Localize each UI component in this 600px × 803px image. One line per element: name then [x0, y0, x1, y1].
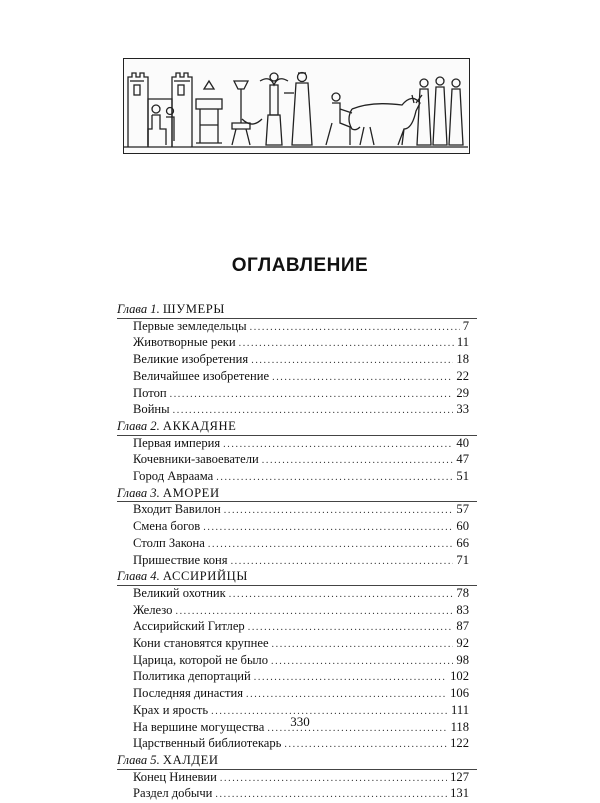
toc-entry-title: Конец Ниневии: [133, 769, 217, 784]
toc-entry-page: 102: [450, 669, 469, 684]
toc-entry-page: 87: [456, 619, 469, 634]
toc-entry-page: 71: [456, 552, 469, 567]
dot-leader: [248, 620, 454, 636]
toc-entry-page: 127: [450, 769, 469, 784]
dot-leader: [231, 554, 454, 570]
toc-entry-page: 122: [450, 736, 469, 751]
toc-entry[interactable]: [133, 553, 469, 570]
dot-leader: [284, 737, 447, 753]
dot-leader: [173, 403, 454, 419]
toc-entry[interactable]: [133, 603, 469, 620]
toc-entry-title: Столп Закона: [133, 535, 205, 550]
dot-leader: [272, 370, 453, 386]
toc-entry-title: Великий охотник: [133, 585, 226, 600]
toc-entry-title: Царица, которой не было: [133, 652, 269, 667]
chapter-label: Глава: [117, 302, 148, 316]
toc-entry-page: 98: [456, 652, 469, 667]
toc-entry-title: Пришествие коня: [133, 552, 228, 567]
toc-entry[interactable]: [133, 686, 469, 703]
dot-leader: [229, 587, 454, 603]
toc-entry[interactable]: [133, 519, 469, 536]
toc-entry-title: Великие изобретения: [133, 352, 249, 367]
toc-entry-page: 60: [456, 519, 469, 534]
toc-entry-page: 66: [456, 535, 469, 550]
chapter-label: Глава: [117, 752, 148, 767]
dot-leader: [215, 787, 447, 803]
toc-entry-title: Войны: [133, 402, 170, 417]
chapter-heading: [117, 419, 477, 436]
chapter-number: 1.: [150, 302, 160, 316]
toc-entry-title: Входит Вавилон: [133, 502, 221, 517]
toc-entry[interactable]: [133, 352, 469, 369]
chapter-number: 3.: [150, 485, 160, 500]
chapter-name: ШУМЕРЫ: [162, 302, 225, 316]
toc-entry-title: На вершине могущества: [133, 719, 265, 734]
toc-entry-title: Смена богов: [133, 519, 201, 534]
page-number: 330: [290, 714, 310, 729]
dot-leader: [251, 353, 453, 369]
dot-leader: [272, 637, 454, 653]
toc-heading: ОГЛАВЛЕНИЕ: [231, 255, 369, 276]
chapter-number: 4.: [150, 569, 160, 584]
toc-entry-title: Город Авраама: [133, 469, 214, 484]
dot-leader: [170, 387, 454, 403]
toc-entry-page: 111: [451, 702, 469, 717]
chapter-name: АМОРЕИ: [162, 485, 220, 500]
chapter-name: АССИРИЙЦЫ: [162, 569, 248, 584]
toc-entry-title: Последняя династия: [133, 686, 243, 701]
dot-leader: [203, 520, 453, 536]
toc-entry[interactable]: [133, 386, 469, 403]
chapter-number: 2.: [150, 418, 160, 433]
toc-entry-title: Первая империя: [133, 435, 221, 450]
toc-entry[interactable]: [133, 436, 469, 453]
toc-entry-page: 40: [456, 435, 469, 450]
dot-leader: [246, 687, 447, 703]
dot-leader: [271, 654, 453, 670]
toc-entry[interactable]: [133, 619, 469, 636]
altar-icon: [196, 81, 222, 143]
toc-entry-page: 22: [456, 368, 469, 383]
seated-figures-icon: [148, 105, 174, 145]
toc-entry[interactable]: [133, 452, 469, 469]
chapter-label: Глава: [117, 569, 148, 584]
procession-figures-icon: [417, 77, 463, 145]
bull-icon: [349, 95, 422, 145]
kneeling-figure-icon: [326, 93, 352, 145]
toc-entry-title: Раздел добычи: [133, 786, 213, 801]
toc-entry-title: Потоп: [133, 385, 167, 400]
toc-entry-page: 51: [456, 469, 469, 484]
chapter-name: АККАДЯНЕ: [162, 418, 237, 433]
toc-entry[interactable]: [133, 736, 469, 753]
chapter-heading: [117, 486, 477, 503]
toc-entry[interactable]: [133, 319, 469, 336]
toc-entry[interactable]: [133, 786, 469, 803]
dot-leader: [220, 771, 447, 787]
dot-leader: [223, 437, 453, 453]
toc-entry-page: 92: [456, 636, 469, 651]
chapter-label: Глава: [117, 418, 148, 433]
chapter-label: Глава: [117, 485, 148, 500]
dot-leader: [239, 336, 454, 352]
toc-entry-page: 11: [456, 335, 469, 350]
toc-entry-page: 57: [456, 502, 469, 517]
toc-entry[interactable]: [133, 770, 469, 787]
toc-entry-page: 18: [456, 352, 469, 367]
toc-entry-title: Величайшее изобретение: [133, 368, 270, 383]
toc-entry[interactable]: [133, 335, 469, 352]
assyrian-relief-illustration: [123, 58, 470, 154]
dot-leader: [224, 503, 454, 519]
toc-entry[interactable]: [133, 369, 469, 386]
chapter-heading: [117, 302, 477, 319]
toc-entry-page: 47: [456, 452, 469, 467]
toc-entry-title: Ассирийский Гитлер: [133, 619, 245, 634]
toc-entry[interactable]: [133, 636, 469, 653]
chapter-number: 5.: [150, 752, 160, 767]
chapter-heading: [117, 569, 477, 586]
dot-leader: [262, 453, 454, 469]
toc-entry-page: 33: [456, 402, 469, 417]
dot-leader: [254, 670, 447, 686]
toc-entry[interactable]: [133, 402, 469, 419]
toc-entry-title: Царственный библиотекарь: [133, 736, 282, 751]
toc-entry-title: Кочевники-завоеватели: [133, 452, 259, 467]
toc-entry-page: 83: [456, 602, 469, 617]
toc-entry-title: Крах и ярость: [133, 702, 209, 717]
toc-entry[interactable]: [133, 669, 469, 686]
toc-entry[interactable]: [133, 653, 469, 670]
toc-entry-page: 29: [456, 385, 469, 400]
dot-leader: [175, 604, 453, 620]
dot-leader: [208, 537, 454, 553]
chapter-heading: [117, 753, 477, 770]
toc-entry-title: Первые земледельцы: [133, 318, 247, 333]
winged-deity-icon: [260, 73, 288, 145]
chapter-name: ХАЛДЕИ: [162, 752, 219, 767]
toc-entry[interactable]: [133, 502, 469, 519]
toc-entry[interactable]: [133, 536, 469, 553]
toc-entry-title: Политика депортаций: [133, 669, 251, 684]
toc-entry[interactable]: [133, 586, 469, 603]
toc-entry-title: Животворные реки: [133, 335, 236, 350]
toc-entry-page: 131: [450, 786, 469, 801]
toc-entry-page: 7: [462, 318, 469, 333]
toc-entry-title: Железо: [133, 602, 173, 617]
incense-stand-icon: [232, 81, 250, 145]
toc-entry-title: Кони становятся крупнее: [133, 636, 269, 651]
dot-leader: [216, 470, 453, 486]
toc-entry-page: 78: [456, 585, 469, 600]
dot-leader: [250, 320, 460, 336]
toc-entry[interactable]: [133, 469, 469, 486]
toc-entry-page: 118: [450, 719, 469, 734]
priest-figure-icon: [284, 73, 312, 146]
toc-entry-page: 106: [450, 686, 469, 701]
